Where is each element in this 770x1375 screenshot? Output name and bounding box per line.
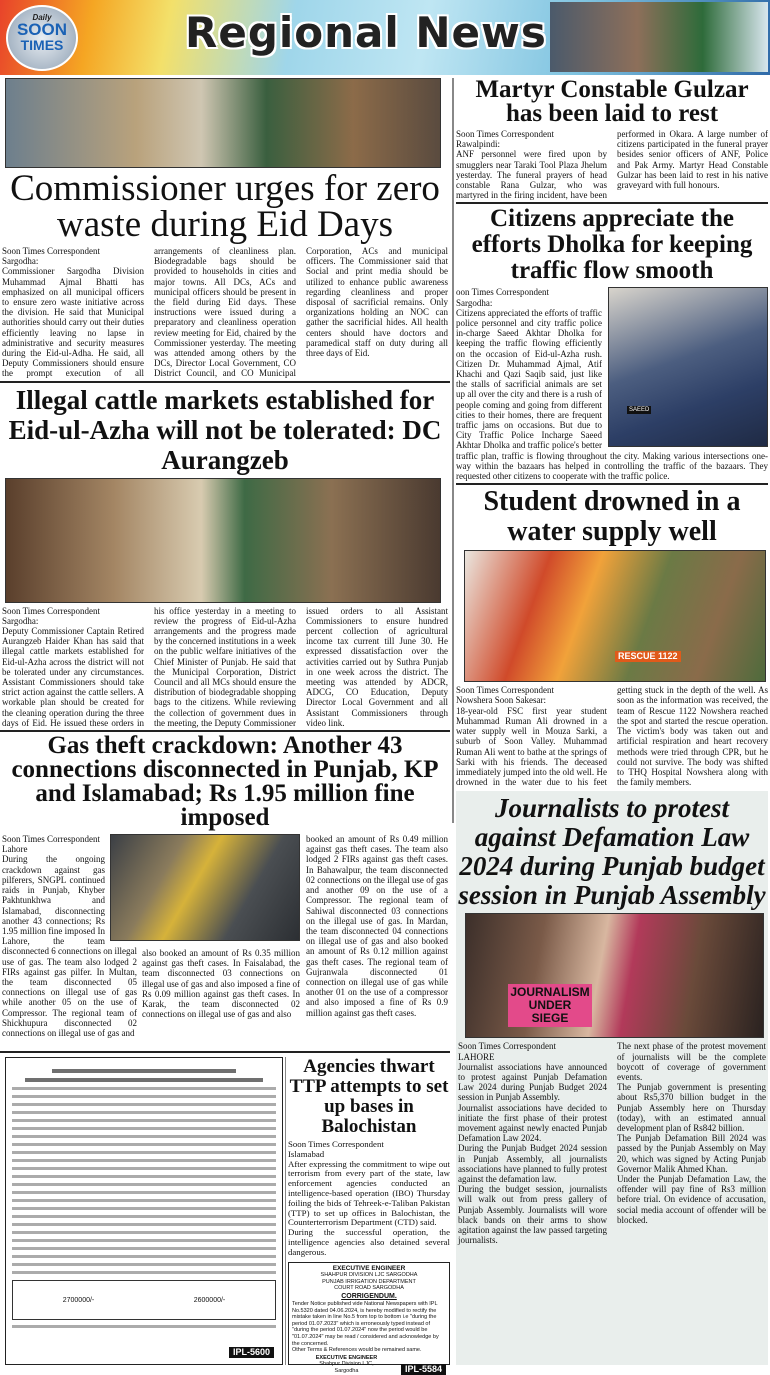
right-column bbox=[456, 77, 768, 1365]
section-title: Regional News bbox=[185, 8, 547, 57]
ipl-tag: IPL-5600 bbox=[229, 1347, 274, 1358]
column-rule bbox=[452, 78, 454, 823]
divider bbox=[456, 483, 768, 485]
header-photo-collage bbox=[550, 2, 768, 72]
agencies-column bbox=[288, 1056, 450, 1374]
citizens-article: SAEED oon Times Correspondent Sargodha: Citizens appreciated the efforts of traffic police personnel and city traffic police in-charge Saeed Akhtar Dholka for keeping the traffic flowing efficiently on the occasion of Eid-ul-Azha rush. Citizen Dr. Muhammad Ajmal, Atif Khachi and Qazi Saqib said, just like the stalls of sacrificial animals are set up all over the city and there is a rush of people coming and going from different cities to their homes, there are frequent traffic jams on occasions. But due to City Traffic Police Incharge Saeed Akhtar Dholka and traffic police's better traffic plan, traffic is flowing throughout the city. Making various intersections one-way within the bazaars has helped in controlling the traffic of the bazaars. They requested other citizens to cooperate with the traffic police. bbox=[456, 287, 768, 482]
martyr-article: Soon Times Correspondent Rawalpindi: ANF personnel were fired upon by smugglers near Taraki Tool Plaza Jhelum yesterday. The funeral prayers of head constable Rana Gulzar, who was martyred in the firing incident, have been performed in Okara. A large number of citizens participated in the funeral prayer besides senior officers of ANF, Police and Pak Army. Martyr Head Constable Gulzar has been laid to rest in his native graveyard with full honours. bbox=[456, 129, 768, 201]
gas-article-col3: booked an amount of Rs 0.49 million against gas theft cases. The team also lodged 2 FIRs against gas theft cases. In Bahawalpur, the team disconnected 02 connections on the illegal use of gas and another 09 on the use of a Compressor. The regional team of Sahiwal disconnected 03 connections on the illegal use of gas. In Mardan, the team disconnected 04 connections on illegal use of gas and also booked an amount of Rs 0.12 million against gas theft cases. The regional team of Gujranwala disconnected 01 connection on illegal use of gas while another 01 on the use of a compressor and also imposed a fine of Rs 0.9 million against gas theft cases. bbox=[306, 834, 448, 1018]
rescue-vest-label: RESCUE 1122 bbox=[615, 651, 681, 662]
gas-article bbox=[0, 834, 450, 1049]
citizens-headline: Citizens appreciate the efforts Dholka for keeping traffic flow smooth bbox=[471, 205, 753, 285]
agencies-article: Soon Times Correspondent Islamabad After expressing the commitment to wipe out terrorism from every part of the state, law enforcement agencies conducted an intelligence-based operation (IBO) Thursday foiling the bids of Tehreek-e-Taliban Pakistan (TTP) to set up offices in Balochistan, the Counterterrorism Department (CTD) said. During the successful operation, the intelligence agencies also detained several dangerous. bbox=[288, 1139, 450, 1257]
journalists-article: Soon Times Correspondent LAHORE Journalist associations have announced to protest against Punjab Defamation Law 2024 during Punjab Budget 2024 session in Punjab Assembly. Journalist associations have decided to initiate the first phase of their protest movement against newly enacted Punjab Defamation Law 2024. During the Punjab Budget 2024 session in Punjab Assembly, all journalists associations have planned to fully protest against the defamation law. During the budget session, journalists will walk out from press gallery of Punjab Assembly. Journalists will wore black bands on their arms to show agitation against the law passed targeting journalists. The next phase of the protest movement of journalists will be the complete boycott of coverage of government events. The Punjab government is presenting about Rs5,370 billion budget in the Punjab Assembly here on Thursday (today), with an estimated annual development plan of Rs842 billion. The Punjab Defamation Bill 2024 was passed by the Punjab Assembly on May 20, which was signed by Acting Punjab Governor Malik Ahmed Khan. Under the Punjab Defamation Law, the offender will pay fine of Rs3 million before trial. On evidence of accusation, social media account of offender will be blocked. bbox=[458, 1041, 766, 1246]
gas-workers-photo bbox=[110, 834, 300, 941]
student-article: Soon Times Correspondent Nowshera Soon Sakesar: 18-year-old FSC first year student Muhammad Ruman Ali drowned in a water supply well in Mouza Sarki, a suburb of Soon Valley. Muhammad Ruman Ali went to bathe at the springs of Sarki with his friends. The deceased immediately jumped into the old well. He drowned in the water due to his feet getting stuck in the depth of the well. As soon as the information was received, the team of Rescue 1122 Nowshera reached the spot and started the rescue operation. The victim's body was taken out and artificial respiration and heart recovery methods were tried through CPR, but he could not survive. The body was shifted to THQ Hospital Nowshera along with the family members. bbox=[456, 685, 768, 788]
rescue-operation-photo bbox=[464, 550, 766, 682]
soon-times-logo: Daily SOON TIMES bbox=[6, 5, 78, 71]
masthead-banner bbox=[0, 0, 770, 75]
dc-meeting-photo bbox=[5, 478, 441, 603]
commissioner-meeting-photo bbox=[5, 78, 441, 168]
urdu-tender-notice-ad bbox=[5, 1057, 283, 1365]
divider bbox=[0, 381, 450, 383]
journalists-story-box bbox=[456, 791, 768, 1365]
journalists-headline: Journalists to protest against Defamation Law 2024 during Punjab budget session in Punjab Assembly bbox=[458, 793, 766, 911]
name-tag: SAEED bbox=[629, 407, 650, 414]
traffic-officer-photo bbox=[608, 287, 768, 447]
agencies-headline: Agencies thwart TTP attempts to set up bases in Balochistan bbox=[289, 1056, 449, 1138]
gas-theft-headline: Gas theft crackdown: Another 43 connections disconnected in Punjab, KP and Islamabad; Rs 1.95 million fine imposed bbox=[11, 732, 439, 832]
bottom-row bbox=[0, 1056, 450, 1374]
column-rule bbox=[285, 1057, 286, 1365]
divider bbox=[0, 1051, 450, 1053]
gas-article-col1: Soon Times Correspondent Lahore During the ongoing crackdown against gas pilferers, SNGPL continued raids in Punjab, Khyber Pakhtunkhwa and Islamabad, disconnecting another 43 connections; Rs 1.95 million fine imposed In Lahore, the team disconnected 6 connections on illegal use of gas. The team also lodged 2 FIRs against gas pilfer. In Multan, the team disconnected 05 connections on illegal use of gas while another 05 on the use of Compressor. The regional team of Shickhupura disconnected 02 connections on illegal use of gas and bbox=[2, 834, 137, 1038]
left-column bbox=[0, 77, 450, 1374]
tender-table: 2700000/- 2600000/- bbox=[12, 1280, 276, 1320]
journalists-protest-photo bbox=[465, 913, 764, 1038]
corrigendum-ad: EXECUTIVE ENGINEER SHAHPUR DIVISION LJC SARGODHA PUNJAB IRRIGATION DEPARTMENT COURT ROAD SARGODHA CORRIGENDUM. Tender Notice published vide National Newspapers with IPL No.5320 dated 04.06.2024, is hereby modified to rectify the mistake taken in line No.5 from top to bottom i.e "during the period 01.07.2023" which is erroneously typed instead of "during the period 01.07.2024" now the period would be "01.07.2024" may be read / considered and acknowledge by the concerned. Other Terms & References would be remained same. EXECUTIVE ENGINEER Shahpur Division LJC, Sargodha IPL-5584 bbox=[288, 1262, 450, 1365]
protest-placard: JOURNALISM UNDER SIEGE bbox=[508, 984, 592, 1027]
commissioner-article: Soon Times Correspondent Sargodha: Commissioner Sargodha Division Muhammad Ajmal Bhatti has emphasized on all municipal officers to ensure zero waste initiative across the division. He said that Municipal authorities should carry out their duties efficiently leaving no lapse in administrative and security measures during the Eid-ul-Adha. He said, all Deputy Commissioners should ensure the prompt execution of all arrangements of cleanliness plan. Biodegradable bags should be provided to households in cities and major towns. All DCs, ACs and municipal officers should be present in the field during Eid days. These instructions were issued during a preparatory and cleanliness operation review meeting for Eid, chaired by the Commissioner yesterday. The meeting was attended among others by the DCs, Director Local Government, CO District Council, and CO Municipal Corporation, ACs and municipal officers. The Commissioner said that Social and print media should be utilized to enhance public awareness regarding cleanliness and proper disposal of sacrificial remains. Only organizations holding an NOC can gather the sacrificial hides. All health centers should have doctors and paramedical staff on duty during all three days of Eid. bbox=[2, 246, 448, 379]
martyr-headline: Martyr Constable Gulzar has been laid to rest bbox=[475, 76, 749, 127]
commissioner-headline: Commissioner urges for zero waste during Eid Days bbox=[10, 168, 440, 245]
cattle-article: Soon Times Correspondent Sargodha: Deputy Commissioner Captain Retired Aurangzeb Haider Khan has said that illegal cattle markets established for Eid-ul-Azha across the district will not be tolerated under any circumstances. Assistant Commissioners should take strict action against the cattle sellers. A workable plan should be created for the cleaning operation during the three days of Eid. He issued these orders in his office yesterday in a meeting to review the progress of Eid-ul-Azha arrangements and the progress made by the concerned institutions in a week on the public welfare initiatives of the Chief Minister of Punjab. He said that the Municipal Corporation, District Council and all MCs should ensure the distribution of biodegradable shopping bags to the citizens. While reviewing the collection of government dues in the meeting, the Deputy Commissioner issued orders to all Assistant Commissioners to ensure hundred percent collection of agricultural income tax current till June 30. He expressed dissatisfaction over the activities carried out by Suthra Punjab in one week across the district. The meeting was attended by ADCR, ADCG, CO Education, Deputy Director Local Government and all Assistant Commissioners through video link. bbox=[2, 605, 448, 728]
divider bbox=[456, 202, 768, 204]
gas-article-col2: also booked an amount of Rs 0.35 million against gas theft cases. In Faisalabad, the team disconnected 03 connections on illegal use of gas and also imposed a fine of Rs 0.09 million against gas theft cases. In Karak, the team disconnected 02 connections on illegal use of gas and also bbox=[142, 948, 300, 1020]
cattle-headline: Illegal cattle markets established for Eid-ul-Azha will not be tolerated: DC Aurangzeb bbox=[8, 384, 442, 475]
student-headline: Student drowned in a water supply well bbox=[483, 486, 741, 548]
ipl-tag: IPL-5584 bbox=[401, 1364, 446, 1375]
